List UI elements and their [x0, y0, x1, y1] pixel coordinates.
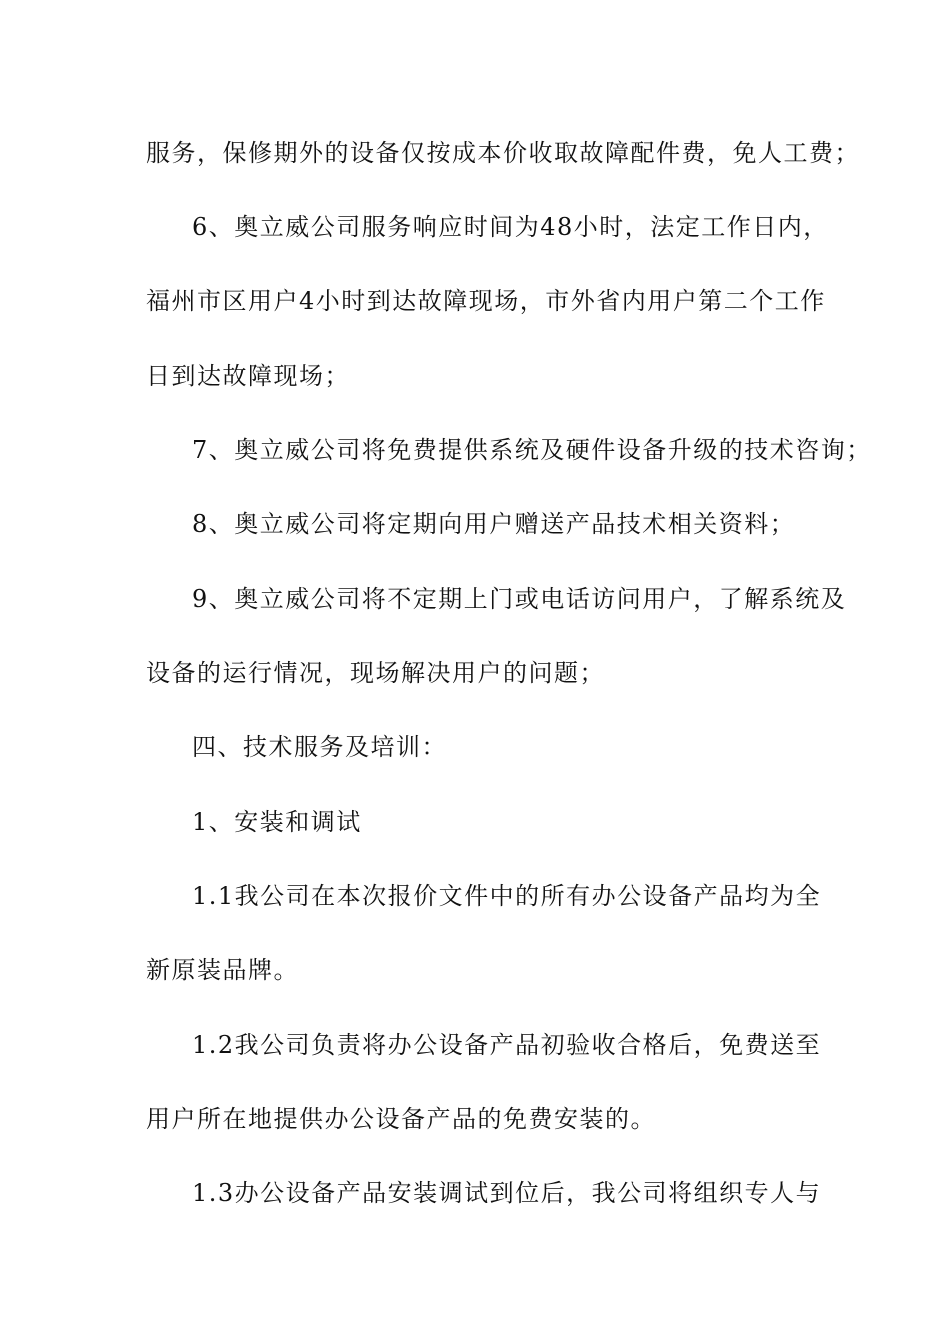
- text-line-7: 9、奥立威公司将不定期上门或电话访问用户，了解系统及: [192, 585, 847, 613]
- text-line-15: 1.3办公设备产品安装调试到位后，我公司将组织专人与: [192, 1179, 822, 1207]
- text-line-14: 用户所在地提供办公设备产品的免费安装的。: [146, 1105, 656, 1133]
- text-line-8: 设备的运行情况，现场解决用户的问题；: [146, 659, 605, 687]
- text-line-5: 7、奥立威公司将免费提供系统及硬件设备升级的技术咨询；: [192, 436, 872, 464]
- text-line-4: 日到达故障现场；: [146, 362, 350, 390]
- section-heading: 四、技术服务及培训：: [192, 733, 447, 761]
- text-line-11: 1.1我公司在本次报价文件中的所有办公设备产品均为全: [192, 882, 822, 910]
- text-line-2: 6、奥立威公司服务响应时间为48小时，法定工作日内，: [192, 213, 829, 241]
- text-line-12: 新原装品牌。: [146, 956, 299, 984]
- text-line-3: 福州市区用户4小时到达故障现场，市外省内用户第二个工作: [146, 287, 826, 315]
- text-line-6: 8、奥立威公司将定期向用户赠送产品技术相关资料；: [192, 510, 796, 538]
- subsection-heading: 1、安装和调试: [192, 808, 362, 836]
- text-line-13: 1.2我公司负责将办公设备产品初验收合格后，免费送至: [192, 1031, 822, 1059]
- text-line-1: 服务，保修期外的设备仅按成本价收取故障配件费，免人工费；: [146, 139, 860, 167]
